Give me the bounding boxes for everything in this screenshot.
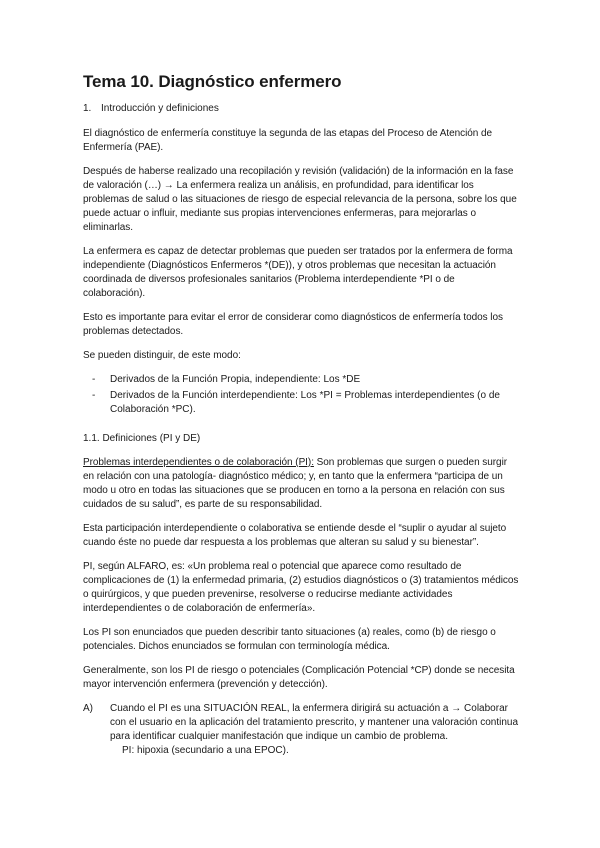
- list-item-text: Cuando el PI es una SITUACIÓN REAL, la enfermera dirigirá su actuación a → Colaborar con el usuario en la aplicación del tratamiento prescrito, y mantener una valoración continua para identificar cualquier manifestación que indique un cambio de problema.: [110, 703, 519, 742]
- list-marker: A): [83, 703, 93, 714]
- function-list: [83, 373, 519, 417]
- dash-bullet: -: [92, 374, 96, 385]
- list-item: [83, 702, 519, 758]
- document-title: Tema 10. Diagnóstico enfermero: [83, 72, 342, 91]
- paragraph-participacion: Esta participación interdependiente o colaborativa se entiende desde el “suplir o ayudar al sujeto cuando éste no puede dar respuesta a los problemas que alteran su salud y su bienestar”.: [83, 523, 507, 548]
- list-item-text: Derivados de la Función interdependiente: Los *PI = Problemas interdependientes (o de Colaboración *PC).: [110, 390, 500, 415]
- section-title: Introducción y definiciones: [101, 103, 219, 114]
- paragraph-problemas: La enfermera es capaz de detectar problemas que pueden ser tratados por la enfermera de forma independiente (Diagnósticos Enfermeros *(DE)), y otros problemas que necesitan la actuación coordinada de diversos profesionales sanitarios (Problema interdependiente *PI o de colaboración).: [83, 246, 513, 299]
- situation-list: [83, 702, 519, 758]
- definition-term: Problemas interdependientes o de colaboración (PI):: [83, 457, 314, 468]
- list-item: [83, 373, 519, 387]
- paragraph-generalmente: Generalmente, son los PI de riesgo o potenciales (Complicación Potencial *CP) donde se necesita mayor intervención enfermera (prevención y detección).: [83, 665, 515, 690]
- paragraph-problemas-interdependientes: [83, 456, 519, 512]
- paragraph-alfaro: PI, según ALFARO, es: «Un problema real o potencial que aparece como resultado de complicaciones de (1) la enfermedad primaria, (2) estudios diagnósticos o (3) tratamientos médicos o quirúrgicos, y que pueden prevenirse, resolverse o reducirse mediante actividades interdependientes o de colaboración de enfermería».: [83, 561, 519, 614]
- paragraph-distinguir: Se pueden distinguir, de este modo:: [83, 350, 241, 361]
- definition-text: Son problemas que surgen o pueden surgir en relación con una patología- diagnóstico médico; y, en tanto que la enfermera “participa de un modo u otro en todas las situaciones que se producen en torno a la persona en relación con sus cuidados de su salud”, es parte de su responsabilidad.: [83, 457, 508, 510]
- paragraph-analisis: Después de haberse realizado una recopilación y revisión (validación) de la información en la fase de valoración (…) → La enfermera realiza un análisis, en profundidad, para identificar los problemas de salud o las situaciones de riesgo de especial relevancia de la persona, sobre los que puede actuar o influir, mediante sus propias intervenciones enfermeras, para mejorarlas o eliminarlas.: [83, 166, 517, 233]
- list-item: [83, 389, 519, 417]
- list-item-text: Derivados de la Función Propia, independiente: Los *DE: [110, 374, 361, 385]
- dash-bullet: -: [92, 390, 96, 401]
- section-heading-introduccion: [83, 102, 519, 116]
- subsection-heading: 1.1. Definiciones (PI y DE): [83, 433, 201, 444]
- paragraph-definicion-diagnostico: El diagnóstico de enfermería constituye la segunda de las etapas del Proceso de Atención de Enfermería (PAE).: [83, 128, 493, 153]
- paragraph-enunciados: Los PI son enunciados que pueden describir tanto situaciones (a) reales, como (b) de riesgo o potenciales. Dichos enunciados se formulan con terminología médica.: [83, 627, 496, 652]
- document-page: [83, 72, 519, 758]
- paragraph-importancia: Esto es importante para evitar el error de considerar como diagnósticos de enfermería todos los problemas detectados.: [83, 312, 503, 337]
- example-text: PI: hipoxia (secundario a una EPOC).: [122, 745, 289, 756]
- section-number: 1.: [83, 103, 92, 114]
